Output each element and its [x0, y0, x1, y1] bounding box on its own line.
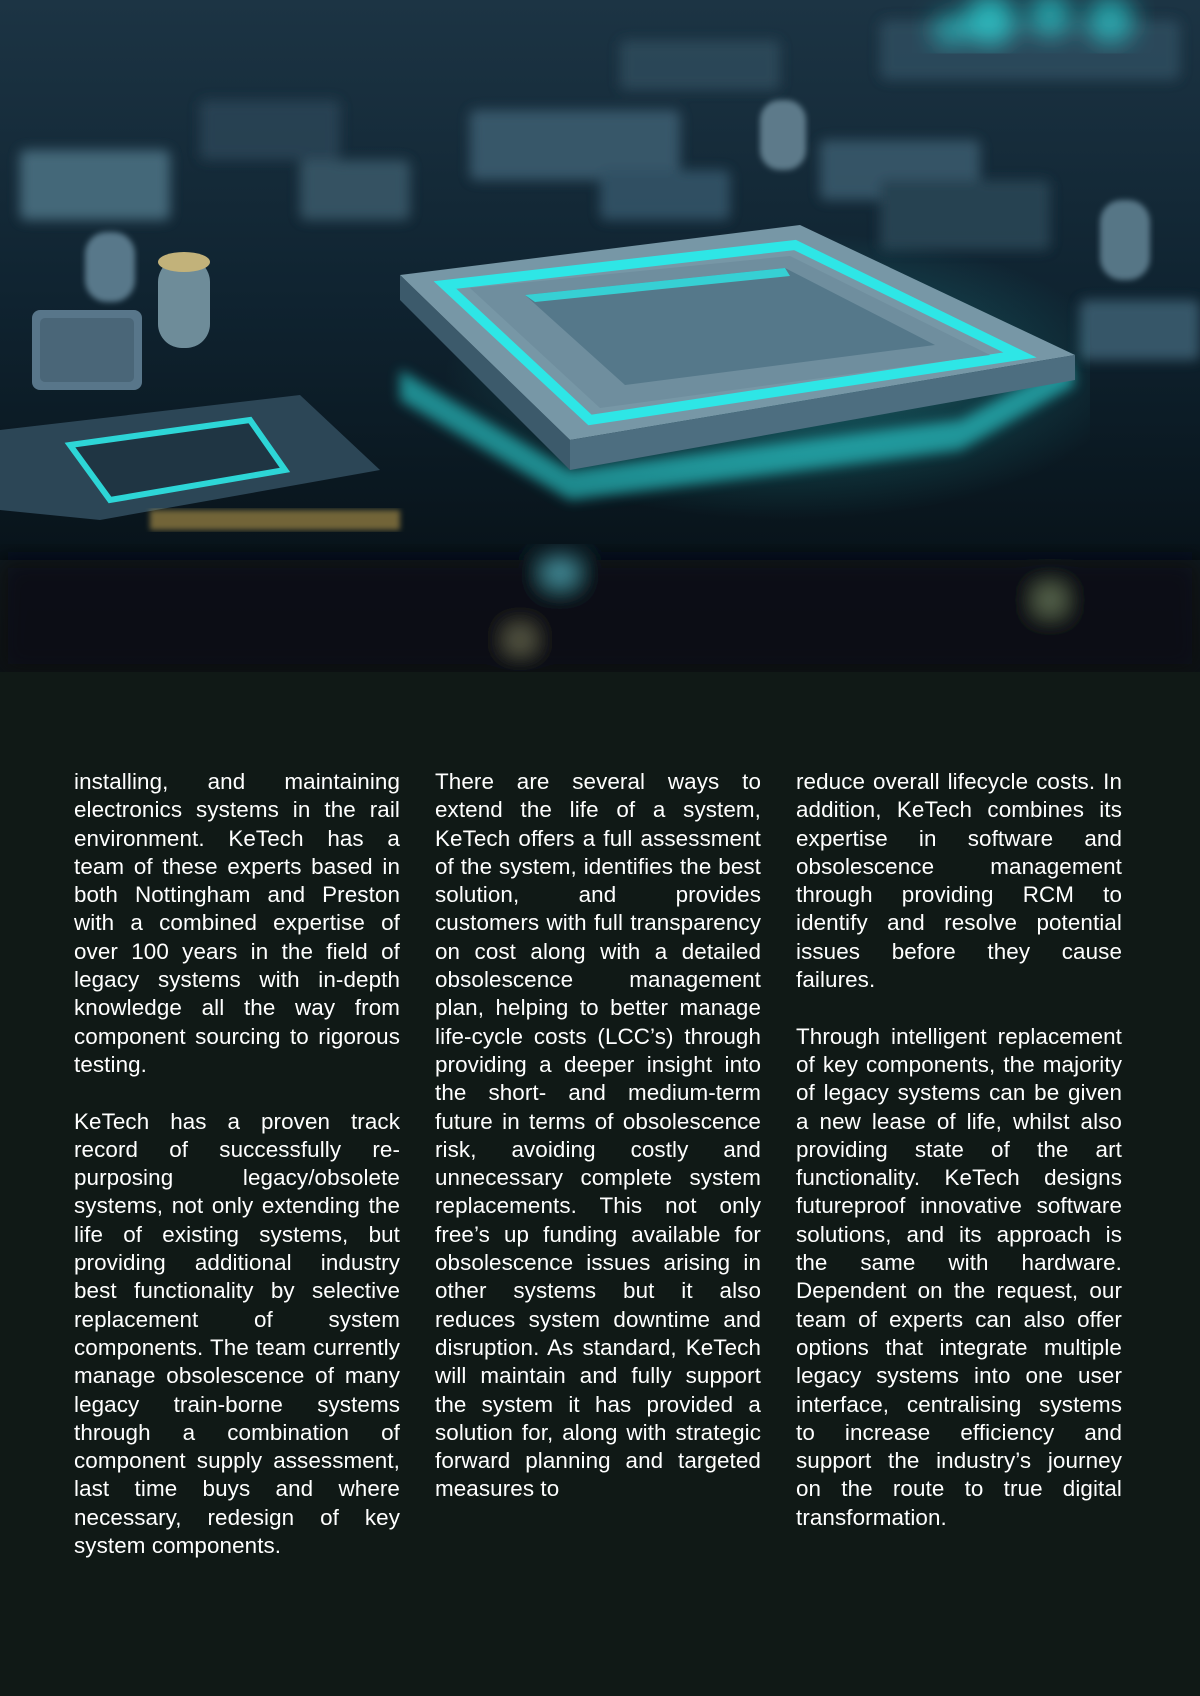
hero-image-circuit-board — [0, 0, 1200, 672]
article-body — [0, 672, 1200, 1696]
paragraph: reduce overall lifecycle costs. In addition, KeTech combines its expertise in software and obsolescence management through providing RCM to identify and resolve potential issues before they cause failures. — [796, 769, 1122, 993]
paragraph: installing, and maintaining electronics systems in the rail environment. KeTech has a team of these experts based in both Nottingham and Preston with a combined expertise of over 100 years in the field of legacy systems with in-depth knowledge all the way from component sourcing to rigorous testing. — [74, 769, 400, 1077]
text-column-3 — [796, 768, 1122, 1532]
paragraph: KeTech has a proven track record of successfully re-purposing legacy/obsolete systems, not only extending the life of existing systems, but providing additional industry best functionality by selective replacement of system components. The team currently manage obsolescence of many legacy train-borne systems through a combination of component supply assessment, last time buys and where necessary, redesign of key system components. — [74, 1108, 400, 1559]
text-column-1 — [74, 768, 400, 1560]
paragraph: Through intelligent replacement of key components, the majority of legacy systems can be given a new lease of life, whilst also providing state of the art functionality. KeTech designs futureproof innovative software solutions, and its approach is the same with hardware. Dependent on the request, our team of experts can also offer options that integrate multiple legacy systems into one user interface, centralising systems to increase efficiency and support the industry’s journey on the route to true digital transformation. — [796, 1023, 1122, 1530]
paragraph: There are several ways to extend the life of a system, KeTech offers a full assessment of the system, identifies the best solution, and provides customers with full transparency on cost along with a detailed obsolescence management plan, helping to better manage life-cycle costs (LCC’s) through providing a deeper insight into the short- and medium-term future in terms of obsolescence risk, avoiding costly and unnecessary complete system replacements. This not only free’s up funding available for obsolescence issues arising in other systems but it also reduces system downtime and disruption. As standard, KeTech will maintain and fully support the system it has provided a solution for, along with strategic forward planning and targeted measures to — [435, 769, 761, 1502]
circuit-board-illustration — [0, 0, 1200, 672]
text-column-2 — [435, 768, 761, 1504]
